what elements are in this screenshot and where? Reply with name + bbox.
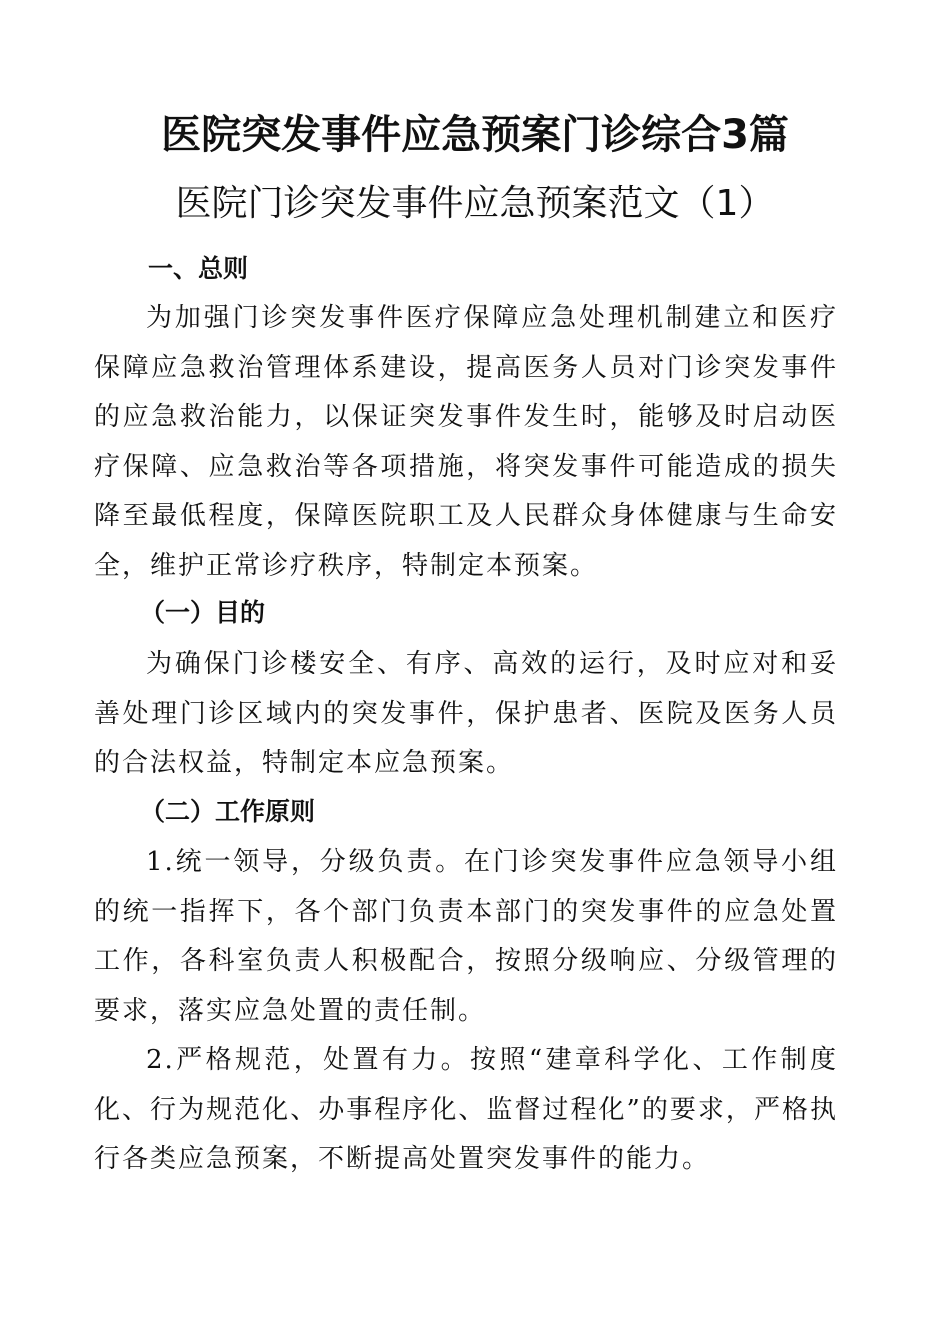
section-heading-principles: （二）工作原则 [140,797,316,826]
purpose-paragraph: 为确保门诊楼安全、有序、高效的运行，及时应对和妥善处理门诊区域内的突发事件，保护患者、医院及医务人员的合法权益，特制定本应急预案。 [94,649,838,778]
principle-item-2: 2.严格规范，处置有力。按照“建章科学化、工作制度化、行为规范化、办事程序化、监督过程化”的要求，严格执行各类应急预案，不断提高处置突发事件的能力。 [94,1045,838,1174]
principle-item-1: 1.统一领导，分级负责。在门诊突发事件应急领导小组的统一指挥下，各个部门负责本部门的突发事件的应急处置工作，各科室负责人积极配合，按照分级响应、分级管理的要求，落实应急处置的责任制。 [94,847,838,1026]
section-heading-general: 一、总则 [148,254,249,283]
section-heading-purpose: （一）目的 [140,598,266,627]
document-subtitle: 医院门诊突发事件应急预案范文（1） [175,183,775,224]
general-paragraph: 为加强门诊突发事件医疗保障应急处理机制建立和医疗保障应急救治管理体系建设，提高医务人员对门诊突发事件的应急救治能力，以保证突发事件发生时，能够及时启动医疗保障、应急救治等各项措施，将突发事件可能造成的损失降至最低程度，保障医院职工及人民群众身体健康与生命安全，维护正常诊疗秩序，特制定本预案。 [94,303,838,581]
document-title: 医院突发事件应急预案门诊综合3篇 [161,112,789,158]
